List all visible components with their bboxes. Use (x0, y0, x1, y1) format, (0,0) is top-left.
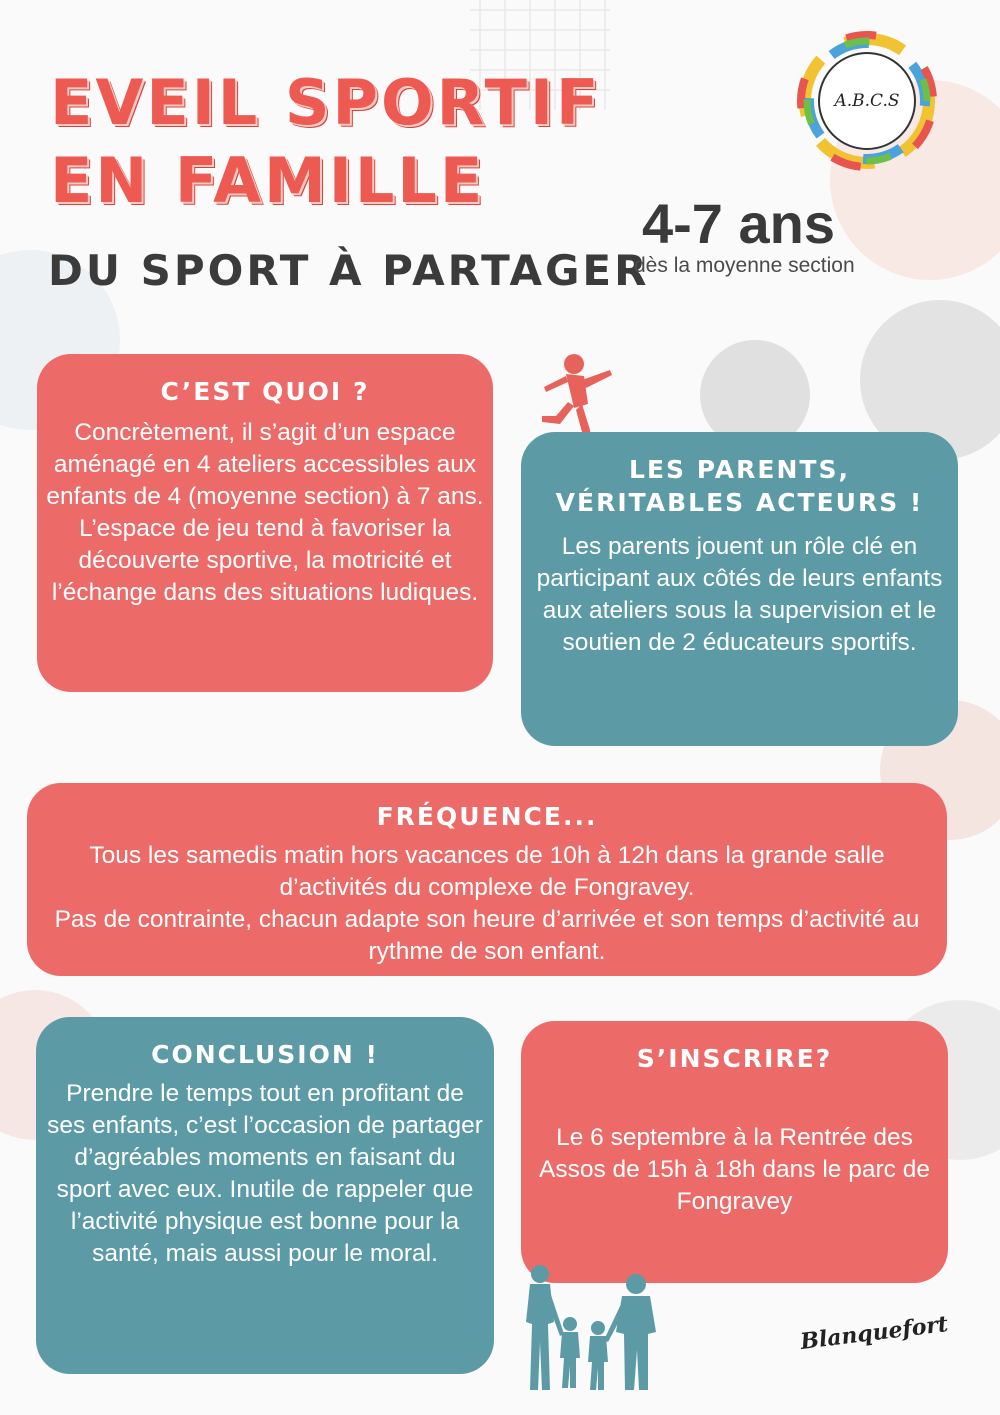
family-silhouette-icon (518, 1262, 668, 1394)
card-body-line-2: Pas de contrainte, chacun adapte son heure d’arrivée et son temps d’activité au rythme de son enfant. (54, 905, 920, 965)
title-line-1: EVEIL SPORTIF (50, 66, 602, 139)
title-line-2: EN FAMILLE (50, 144, 486, 217)
subtitle: DU SPORT À PARTAGER (48, 246, 650, 295)
card-body-line-1: Tous les samedis matin hors vacances de 10h à 12h dans la grande salle d’activités du complexe de Fongravey. (89, 841, 885, 901)
card-frequence (27, 783, 947, 976)
card-body: Le 6 septembre à la Rentrée des Assos de 15h à 18h dans le parc de Fongravey (539, 1123, 930, 1215)
card-title: CONCLUSION ! (151, 1040, 379, 1069)
abcs-logo-icon (788, 26, 946, 176)
card-title: S’INSCRIRE? (636, 1044, 833, 1073)
age-range: 4-7 ans (642, 192, 835, 255)
card-parents (521, 432, 958, 746)
age-note: dès la moyenne section (634, 254, 855, 277)
card-body: Concrètement, il s’agit d’un espace aménagé en 4 ateliers accessibles aux enfants de 4 (moyenne section) à 7 ans. L’espace de jeu tend à favoriser la découverte sportive, la motricité et l’échange dans des situations ludiques. (46, 418, 484, 606)
logo-text: A.B.C.S (834, 91, 900, 111)
blanquefort-signature: Blanquefort (798, 1311, 950, 1355)
card-body: Prendre le temps tout en profitant de ses enfants, c’est l’occasion de partager d’agréables moments en faisant du sport avec eux. Inutile de rappeler que l’activité physique est bonne pour la santé, mais aussi pour le moral. (47, 1079, 483, 1267)
card-conclusion (36, 1017, 494, 1374)
card-body: Les parents jouent un rôle clé en participant aux côtés de leurs enfants aux ateliers sous la supervision et le soutien de 2 éducateurs sportifs. (536, 533, 943, 656)
card-title: LES PARENTS, VÉRITABLES ACTEURS ! (555, 455, 924, 517)
card-title: FRÉQUENCE... (376, 802, 598, 831)
card-title: C’EST QUOI ? (160, 377, 370, 406)
card-s-inscrire (521, 1021, 948, 1283)
card-c-est-quoi (37, 354, 493, 692)
